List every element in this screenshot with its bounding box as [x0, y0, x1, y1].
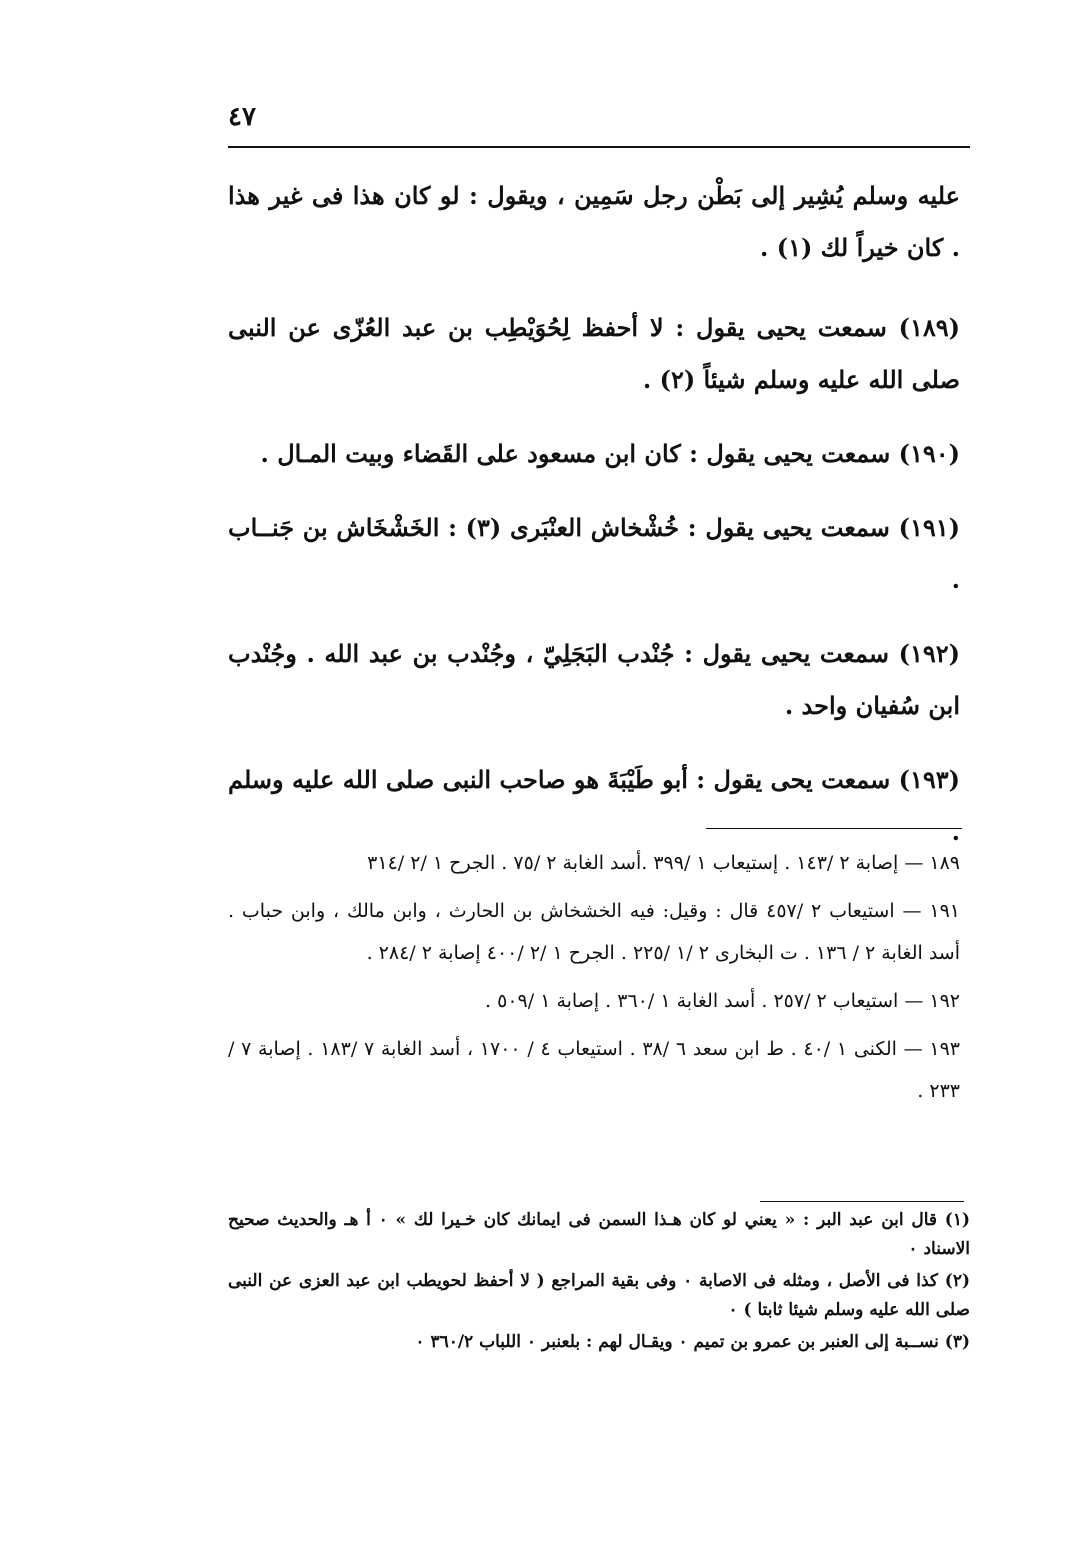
footnote-2: (٢) كذا فى الأصل ، ومثله فى الاصابة ٠ وفى بقية المراجع ( لا أحفظ لحويطب ابن عبد العزى عن النبى صلى الله عليه وسلم شيئا ثابتا ) ٠: [228, 1271, 970, 1320]
paragraph-191: (١٩١) سمعت يحيى يقول : خُشْخاش العنْبَرى (٣) : الخَشْخَاش بن جَنــاب .: [228, 513, 960, 594]
page-number: ٤٧: [228, 102, 256, 132]
reference-192: ١٩٢ — استيعاب ٢ /٢٥٧ . أسد الغابة ١ /٣٦٠ . إصابة ١ /٥٠٩ .: [485, 990, 960, 1012]
paragraph-190: (١٩٠) سمعت يحيى يقول : كان ابن مسعود على القَضاء وبيت المـال .: [260, 439, 960, 468]
footnote-1: (١) قال ابن عبد البر : « يعني لو كان هـذا السمن فى ايمانك كان خـيرا لك » ٠ أ هـ والحديث صحيح الاسناد ٠: [228, 1210, 970, 1259]
header-rule: [228, 146, 970, 148]
main-text: [228, 170, 960, 880]
reference-193: ١٩٣ — الكنى ١ /٤٠ . ط ابن سعد ٦ /٣٨ . استيعاب ٤ / ١٧٠٠ ، أسد الغابة ٧ /١٨٣ . إصابة ٧ / ٢٣٣ .: [228, 1038, 961, 1102]
paragraph-193: (١٩٣) سمعت يحى يقول : أبو طَيْبَةَ هو صاحب النبى صلى الله عليه وسلم .: [228, 765, 960, 846]
references-separator: [706, 828, 962, 829]
page-header: [228, 100, 970, 152]
reference-191: ١٩١ — استيعاب ٢ /٤٥٧ قال : وقيل: فيه الخشخاش بن الحارث ، وابن مالك ، وابن حباب . أسد الغابة ٢ / ١٣٦ . ت البخارى ٢ /١ /٢٢٥ . الجرح ١ /٢ /٤٠٠ إصابة ٢ /٢٨٤ .: [228, 900, 960, 964]
footnote-3: (٣) نســبة إلى العنبر بن عمرو بن تميم ٠ ويقـال لهم : بلعنبر ٠ اللباب ٣٦٠/٢ ٠: [415, 1332, 970, 1352]
footnotes-separator: [760, 1201, 964, 1202]
footnotes-section: [228, 1206, 970, 1360]
paragraph-189: (١٨٩) سمعت يحيى يقول : لا أحفظ لِحُوَيْطِب بن عبد العُزّى عن النبى صلى الله عليه وسلم شيئاً (٢) .: [228, 313, 960, 394]
references-section: [228, 842, 960, 1118]
reference-189: ١٨٩ — إصابة ٢ /١٤٣ . إستيعاب ١ /٣٩٩ .أسد الغابة ٢ /٧٥ . الجرح ١ /٢ /٣١٤: [367, 852, 960, 874]
paragraph-continuation: عليه وسلم يُشِير إلى بَطْن رجل سَمِين ، ويقول : لو كان هذا فى غير هذا . كان خيراً لك (١) .: [228, 181, 960, 262]
paragraph-192: (١٩٢) سمعت يحيى يقول : جُنْدب البَجَلِيّ ، وجُنْدب بن عبد الله . وجُنْدب ابن سُفيان واحد .: [228, 639, 960, 720]
